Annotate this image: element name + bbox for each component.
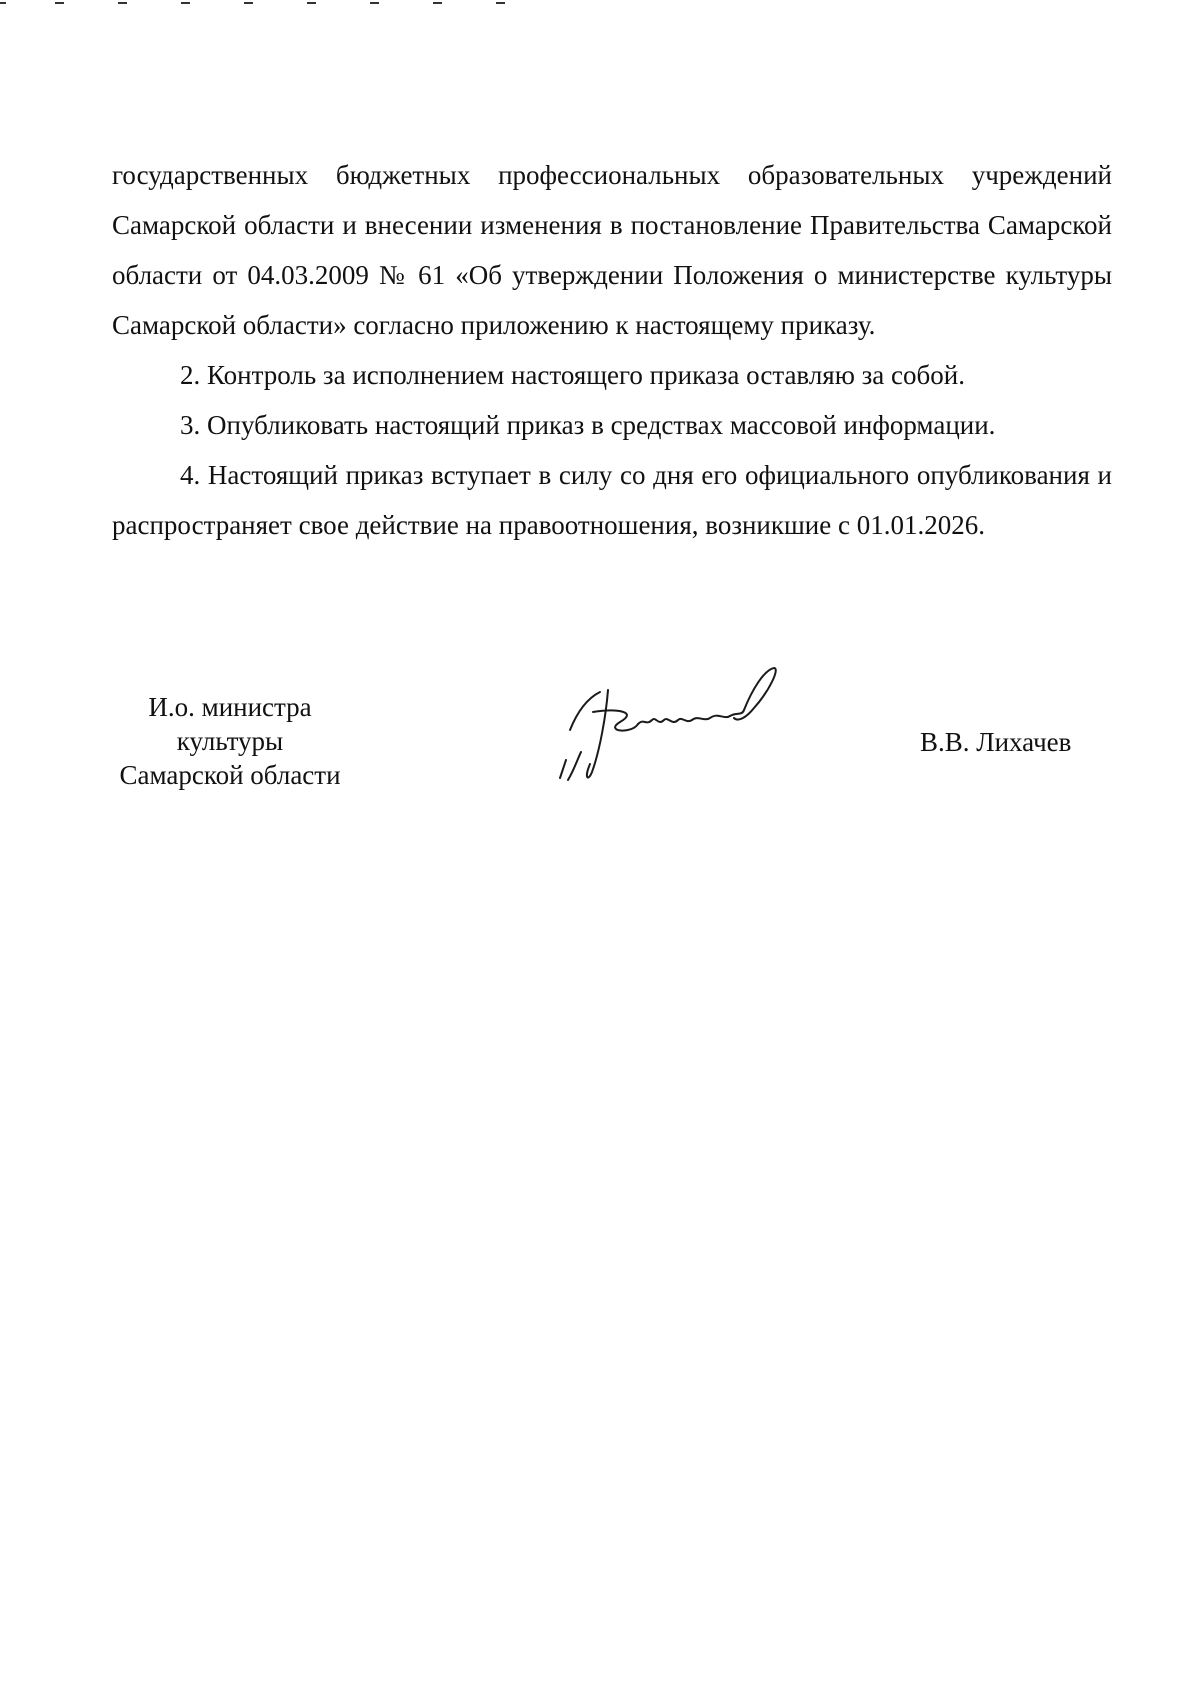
item-4-paragraph: 4. Настоящий приказ вступает в силу со дня его официального опубликования и распространяет свое действие на правоотношения, возникшие с 01.01.2026. bbox=[112, 460, 1112, 540]
signatory-title-line: Самарской области bbox=[119, 760, 341, 790]
item-3-paragraph: 3. Опубликовать настоящий приказ в средствах массовой информации. bbox=[180, 410, 996, 440]
signatory-title-line: культуры bbox=[176, 726, 284, 756]
continuation-paragraph: государственных бюджетных профессиональных образовательных учреждений Самарской области и внесении изменения в постановление Правительства Самарской области от 04.03.2009 № 61 «Об утверждении Положения о министерстве культуры Самарской области» согласно приложению к настоящему приказу. bbox=[112, 160, 1112, 340]
document-body bbox=[112, 150, 1112, 550]
signatory-name: В.В. Лихачев bbox=[920, 727, 1072, 757]
signatory-title-line: И.о. министра bbox=[148, 692, 312, 722]
handwritten-signature bbox=[548, 660, 788, 810]
signature-block bbox=[0, 690, 1200, 810]
scan-edge-marks bbox=[0, 0, 520, 8]
item-2-paragraph: 2. Контроль за исполнением настоящего приказа оставляю за собой. bbox=[180, 360, 965, 390]
signatory-title bbox=[100, 690, 360, 792]
